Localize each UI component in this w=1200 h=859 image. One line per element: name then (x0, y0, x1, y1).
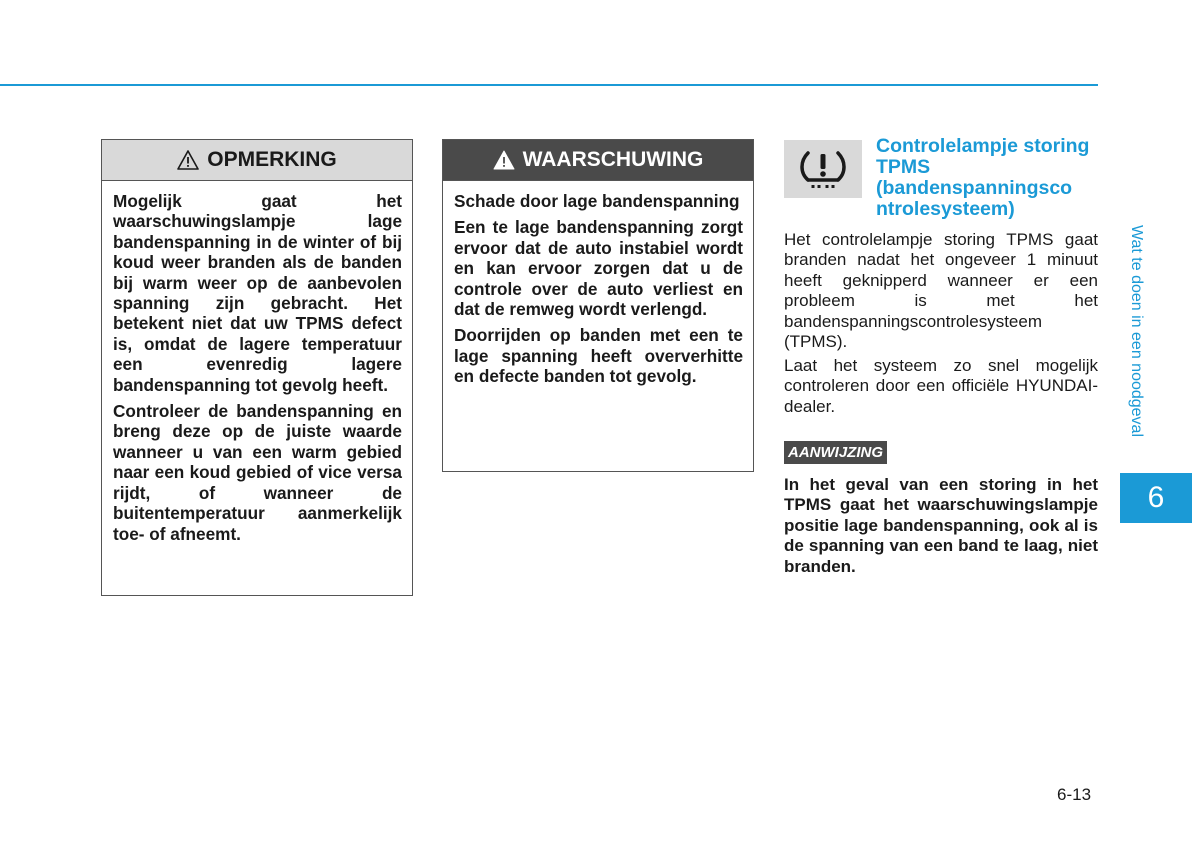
warning-header (443, 140, 753, 181)
warning-paragraph: Een te lage bandenspanning zorgt ervoor dat de auto instabiel wordt en kan ervoor zorgen dat u de controle over de auto verliest en dat de remweg wordt verlengd. (454, 217, 743, 320)
note-title: OPMERKING (207, 148, 337, 171)
warning-paragraph: Doorrijden op banden met een te lage spanning heeft oververhitte en defecte banden tot gevolg. (454, 325, 743, 387)
note-body (102, 181, 412, 562)
tpms-warning-light-icon (784, 140, 862, 198)
note-paragraph: Controleer de bandenspanning en breng deze op de juiste waarde wanneer u van een warm gebied naar een koud gebied of vice versa rijdt, of wanneer de buitentemperatuur aanmerkelijk toe- of afneemt. (113, 401, 402, 544)
note-paragraph: Mogelijk gaat het waarschuwingslampje lage bandenspanning in de winter of bij koud weer branden als de banden bij warm weer op de aanbevolen spanning zijn gebracht. Het betekent niet dat uw TPMS defect is, omdat de lagere temperatuur een evenredig lagere bandenspanning tot gevolg heeft. (113, 191, 402, 395)
warning-triangle-icon (493, 150, 515, 170)
page-number: 6-13 (1057, 785, 1092, 804)
section-paragraph: Het controlelampje storing TPMS gaat branden nadat het ongeveer 1 minuut heeft geknipperd wanneer er een probleem is met het bandenspanningscontrolesysteem (TPMS). (784, 230, 1098, 352)
warning-paragraph: Schade door lage bandenspanning (454, 191, 740, 211)
caution-triangle-icon (177, 150, 199, 170)
hint-text: In het geval van een storing in het TPMS gaat het waarschuwingslampje positie lage bandenspanning, ook al is de spanning van een band te laag, niet branden. (784, 475, 1098, 576)
warning-box (442, 139, 754, 472)
chapter-number-tab: 6 (1120, 473, 1192, 523)
section-paragraph: Laat het systeem zo snel mogelijk controleren door een officiële HYUNDAI-dealer. (784, 356, 1098, 416)
hint-label: AANWIJZING (784, 441, 887, 464)
section-title: Controlelampje storing TPMS (bandenspanningsco ntrolesysteem) (876, 135, 1090, 220)
note-box (101, 139, 413, 596)
chapter-title: Wat te doen in een noodgeval (1128, 225, 1145, 438)
header-rule (0, 84, 1098, 86)
note-header (102, 140, 412, 181)
warning-body (443, 181, 753, 405)
warning-title: WAARSCHUWING (522, 148, 704, 171)
